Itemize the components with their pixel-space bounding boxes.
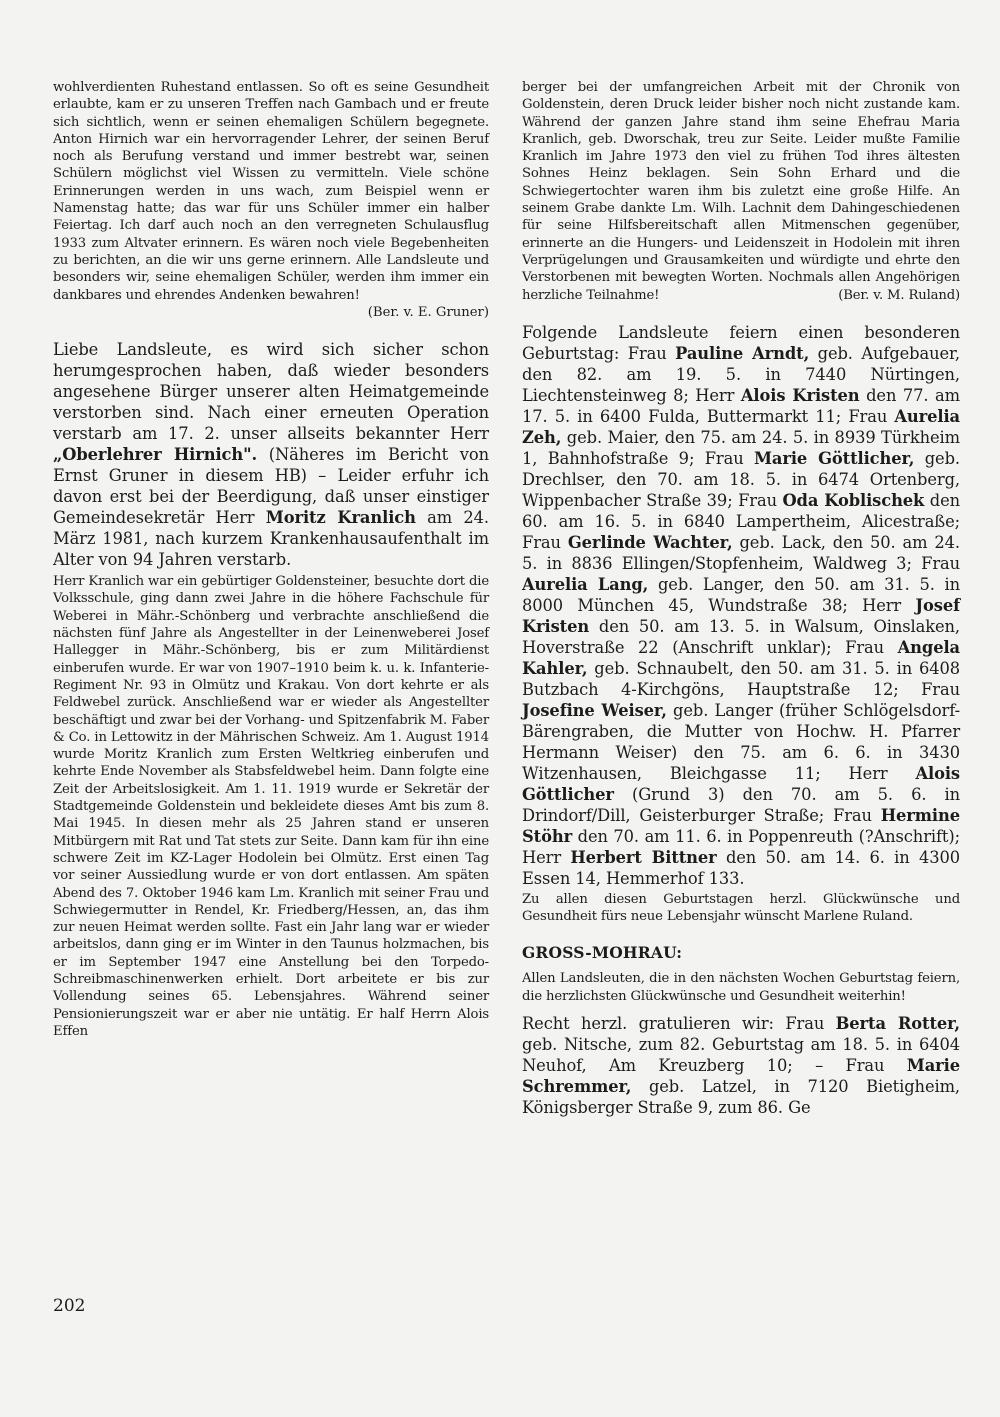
hirnich-tribute-paragraph: wohlverdienten Ruhestand entlassen. So oft es seine Gesundheit erlaubte, kam er zu unseren Treffen nach Gambach und er freute sich sichtlich, wenn er seinen ehemaligen Schülern begegnete. Anton Hirnich war ein hervorragender Lehrer, der seinen Beruf noch als Berufung verstand und immer bestrebt war, seinen Schülern möglichst viel Wissen zu vermitteln. Viele schöne Erinnerungen werden in uns wach, zum Beispiel wenn er Namenstag hatte; das war für uns Schüler immer ein halber Feiertag. Ich darf auch noch an den verregneten Schulausflug 1933 zum Altvater erinnern. Es wären noch viele Begebenheiten zu berichten, an die wir uns gerne erinnern. Alle Landsleute und besonders wir, seine ehemaligen Schüler, werden ihm immer ein dankbares und ehrendes Andenken bewahren! bbox=[53, 80, 489, 303]
page-number: 202 bbox=[53, 1296, 86, 1316]
birthday-person-name: Aurelia Zeh, bbox=[522, 406, 960, 447]
birthday-text: den 70. am 11. 6. in Poppenreuth (?Anschrift); Herr bbox=[522, 826, 960, 867]
obituary-intro-paragraph bbox=[53, 339, 489, 570]
congrats-text-2: geb. Nitsche, zum 82. Geburtstag am 18. 5. in 6404 Neuhof, Am Kreuzberg 10; – Frau bbox=[522, 1035, 960, 1076]
kranlich-continued-text: berger bei der umfangreichen Arbeit mit der Chronik von Goldenstein, deren Druck leider bisher noch nicht zustande kam. Während der ganzen Jahre stand ihm seine Ehefrau Maria Kranlich, geb. Dworschak, treu zur Seite. Leider mußte Familie Kranlich im Jahre 1973 den viel zu frühen Tod ihres ältesten Sohnes Heinz beklagen. Sein Sohn Erhard und die Schwiegertochter waren ihm bis zuletzt eine große Hilfe. An seinem Grabe dankte Lm. Wilh. Lachnit dem Dahingeschiedenen für seine Hilfsbereitschaft allen Mitmenschen gegenüber, erinnerte an die Hungers- und Leidenszeit in Hodolein mit ihren Verprügelungen und Grausamkeiten und würdigte und ehrte den Verstorbenen mit bewegten Worten. Nochmals allen Angehörigen herzliche Teilnahme! bbox=[522, 80, 960, 303]
birthday-closing-paragraph: Zu allen diesen Geburtstagen herzl. Glückwünsche und Gesundheit fürs neue Lebensjahr wünscht Marlene Ruland. bbox=[522, 891, 960, 925]
obituary-intro-text-1: Liebe Landsleute, es wird sich sicher schon herumgesprochen haben, daß wieder besonders angesehene Bürger unserer alten Heimatgemeinde verstorben sind. Nach einer erneuten Operation verstarb am 17. 2. unser allseits bekannter Herr bbox=[53, 340, 489, 444]
birthday-text: geb. Langer, den 50. am 31. 5. in 8000 München 45, Wundstraße 38; Herr bbox=[522, 574, 960, 615]
kranlich-name: Moritz Kranlich bbox=[265, 508, 416, 528]
birthday-text: den 50. am 14. 6. in 4300 Essen 14, Hemmerhof 133. bbox=[522, 847, 961, 888]
birthday-text: geb. Maier, den 75. am 24. 5. in 8939 Türkheim 1, Bahnhofstraße 9; Frau bbox=[522, 427, 960, 468]
hirnich-name: „Oberlehrer Hirnich". bbox=[53, 445, 258, 465]
congrats-text-3: geb. Latzel, in 7120 Bietigheim, Königsberger Straße 9, zum 86. Ge bbox=[522, 1077, 960, 1118]
birthday-text: den 77. am 17. 5. in 6400 Fulda, Buttermarkt 11; Frau bbox=[522, 385, 960, 426]
kranlich-continued-paragraph bbox=[522, 79, 960, 304]
birthday-text: (Grund 3) den 70. am 5. 6. in Drindorf/Dill, Geisterburger Straße; Frau bbox=[522, 784, 960, 825]
gross-mohrau-congrats bbox=[522, 1013, 960, 1118]
birthday-person-name: Herbert Bittner bbox=[570, 847, 717, 867]
ruland-signature: (Ber. v. M. Ruland) bbox=[838, 287, 960, 303]
birthday-list-paragraph bbox=[522, 322, 960, 889]
obituary-intro-text-3: am 24. März 1981, nach kurzem Krankenhausaufenthalt im Alter von 94 Jahren verstarb. bbox=[53, 508, 489, 570]
rotter-name: Berta Rotter, bbox=[835, 1014, 960, 1034]
gruner-signature: (Ber. v. E. Gruner) bbox=[367, 304, 489, 320]
schremmer-name: Marie Schremmer, bbox=[522, 1056, 960, 1097]
obituary-intro-text-2: (Näheres im Bericht von Ernst Gruner in diesem HB) – Leider erfuhr ich davon erst bei der Beerdigung, daß unser einstiger Gemeindesekretär Herr bbox=[53, 445, 489, 528]
birthday-person-name: Josefine Weiser, bbox=[522, 700, 667, 720]
congrats-text-1: Recht herzl. gratulieren wir: Frau bbox=[522, 1014, 836, 1034]
birthday-person-name: Gerlinde Wachter, bbox=[567, 532, 733, 552]
birthday-person-name: Oda Koblischek bbox=[782, 490, 925, 510]
gross-mohrau-greeting: Allen Landsleuten, die in den nächsten Wochen Geburtstag feiern, die herzlichsten Glückwünsche und Gesundheit weiterhin! bbox=[522, 971, 960, 1004]
birthday-text: geb. Aufgebauer, den 82. am 19. 5. in 7440 Nürtingen, Liechtensteinweg 8; Herr bbox=[522, 343, 960, 405]
birthday-person-name: Pauline Arndt, bbox=[675, 343, 810, 363]
birthday-person-name: Aurelia Lang, bbox=[522, 574, 649, 594]
birthday-text: Folgende Landsleute feiern einen besonderen Geburtstag: Frau bbox=[522, 322, 960, 363]
gross-mohrau-heading: GROSS-MOHRAU: bbox=[522, 943, 683, 963]
birthday-person-name: Alois Göttlicher bbox=[522, 763, 960, 804]
birthday-text: den 60. am 16. 5. in 6840 Lampertheim, Alicestraße; Frau bbox=[522, 490, 960, 552]
birthday-person-name: Marie Göttlicher, bbox=[754, 448, 915, 468]
right-column bbox=[522, 79, 960, 1118]
birthday-text: geb. Schnaubelt, den 50. am 31. 5. in 6408 Butzbach 4-Kirchgöns, Hauptstraße 12; Frau bbox=[522, 658, 960, 699]
birthday-text: geb. Drechlser, den 70. am 18. 5. in 6474 Ortenberg, Wippenbacher Straße 39; Frau bbox=[522, 448, 960, 510]
kranlich-biography-paragraph: Herr Kranlich war ein gebürtiger Goldensteiner, besuchte dort die Volksschule, ging dann zwei Jahre in die höhere Fachschule für Weberei in Mähr.-Schönberg und verbrachte anschließend die nächsten fünf Jahre als Angestellter in der Leinenweberei Josef Hallegger in Mähr.-Schönberg, bis er zum Militärdienst einberufen wurde. Er war von 1907–1910 beim k. u. k. Infanterie-Regiment Nr. 93 in Olmütz und Krakau. Von dort kehrte er als Feldwebel zurück. Anschließend war er wieder als Angestellter beschäftigt und zwar bei der Vorhang- und Spitzenfabrik M. Faber & Co. in Lettowitz in der Mährischen Schweiz. Am 1. August 1914 wurde Moritz Kranlich zum Ersten Weltkrieg einberufen und kehrte Ende November als Stabsfeldwebel heim. Dann folgte eine Zeit der Arbeitslosigkeit. Am 1. 11. 1919 wurde er Sekretär der Stadtgemeinde Goldenstein und bekleidete dieses Amt bis zum 8. Mai 1945. In diesen mehr als 25 Jahren stand er unseren Mitbürgern mit Rat und Tat stets zur Seite. Dann kam für ihn eine schwere Zeit im KZ-Lager Hodolein bei Olmütz. Erst einen Tag vor seiner Aussiedlung wurde er von dort entlassen. Am späten Abend des 7. Oktober 1946 kam Lm. Kranlich mit seiner Frau und Schwiegermutter in Rendel, Kr. Friedberg/Hessen, an, das ihm zur neuen Heimat werden sollte. Fast ein Jahr lang war er wieder arbeitslos, dann ging er im Winter in den Taunus holzmachen, bis er im September 1947 eine Anstellung bei den Torpedo-Schreibmaschinenwerken erhielt. Dort arbeitete er bis zur Vollendung seines 65. Lebensjahres. Während seiner Pensionierungszeit war er aber nie untätig. Er half Herrn Alois Effen bbox=[53, 574, 489, 1039]
birthday-person-name: Angela Kahler, bbox=[522, 637, 960, 678]
birthday-text: geb. Langer (früher Schlögelsdorf-Bärengraben, die Mutter von Hochw. H. Pfarrer Hermann Weiser) den 75. am 6. 6. in 3430 Witzenhausen, Bleichgasse 11; Herr bbox=[522, 700, 960, 783]
left-column bbox=[53, 79, 489, 1040]
birthday-text: den 50. am 13. 5. in Walsum, Oinslaken, Hoverstraße 22 (Anschrift unklar); Frau bbox=[522, 616, 960, 657]
birthday-text: geb. Lack, den 50. am 24. 5. in 8836 Ellingen/Stopfenheim, Waldweg 3; Frau bbox=[522, 532, 960, 573]
birthday-person-name: Josef Kristen bbox=[522, 595, 960, 636]
birthday-person-name: Alois Kristen bbox=[740, 385, 860, 405]
birthday-person-name: Hermine Stöhr bbox=[522, 805, 960, 846]
